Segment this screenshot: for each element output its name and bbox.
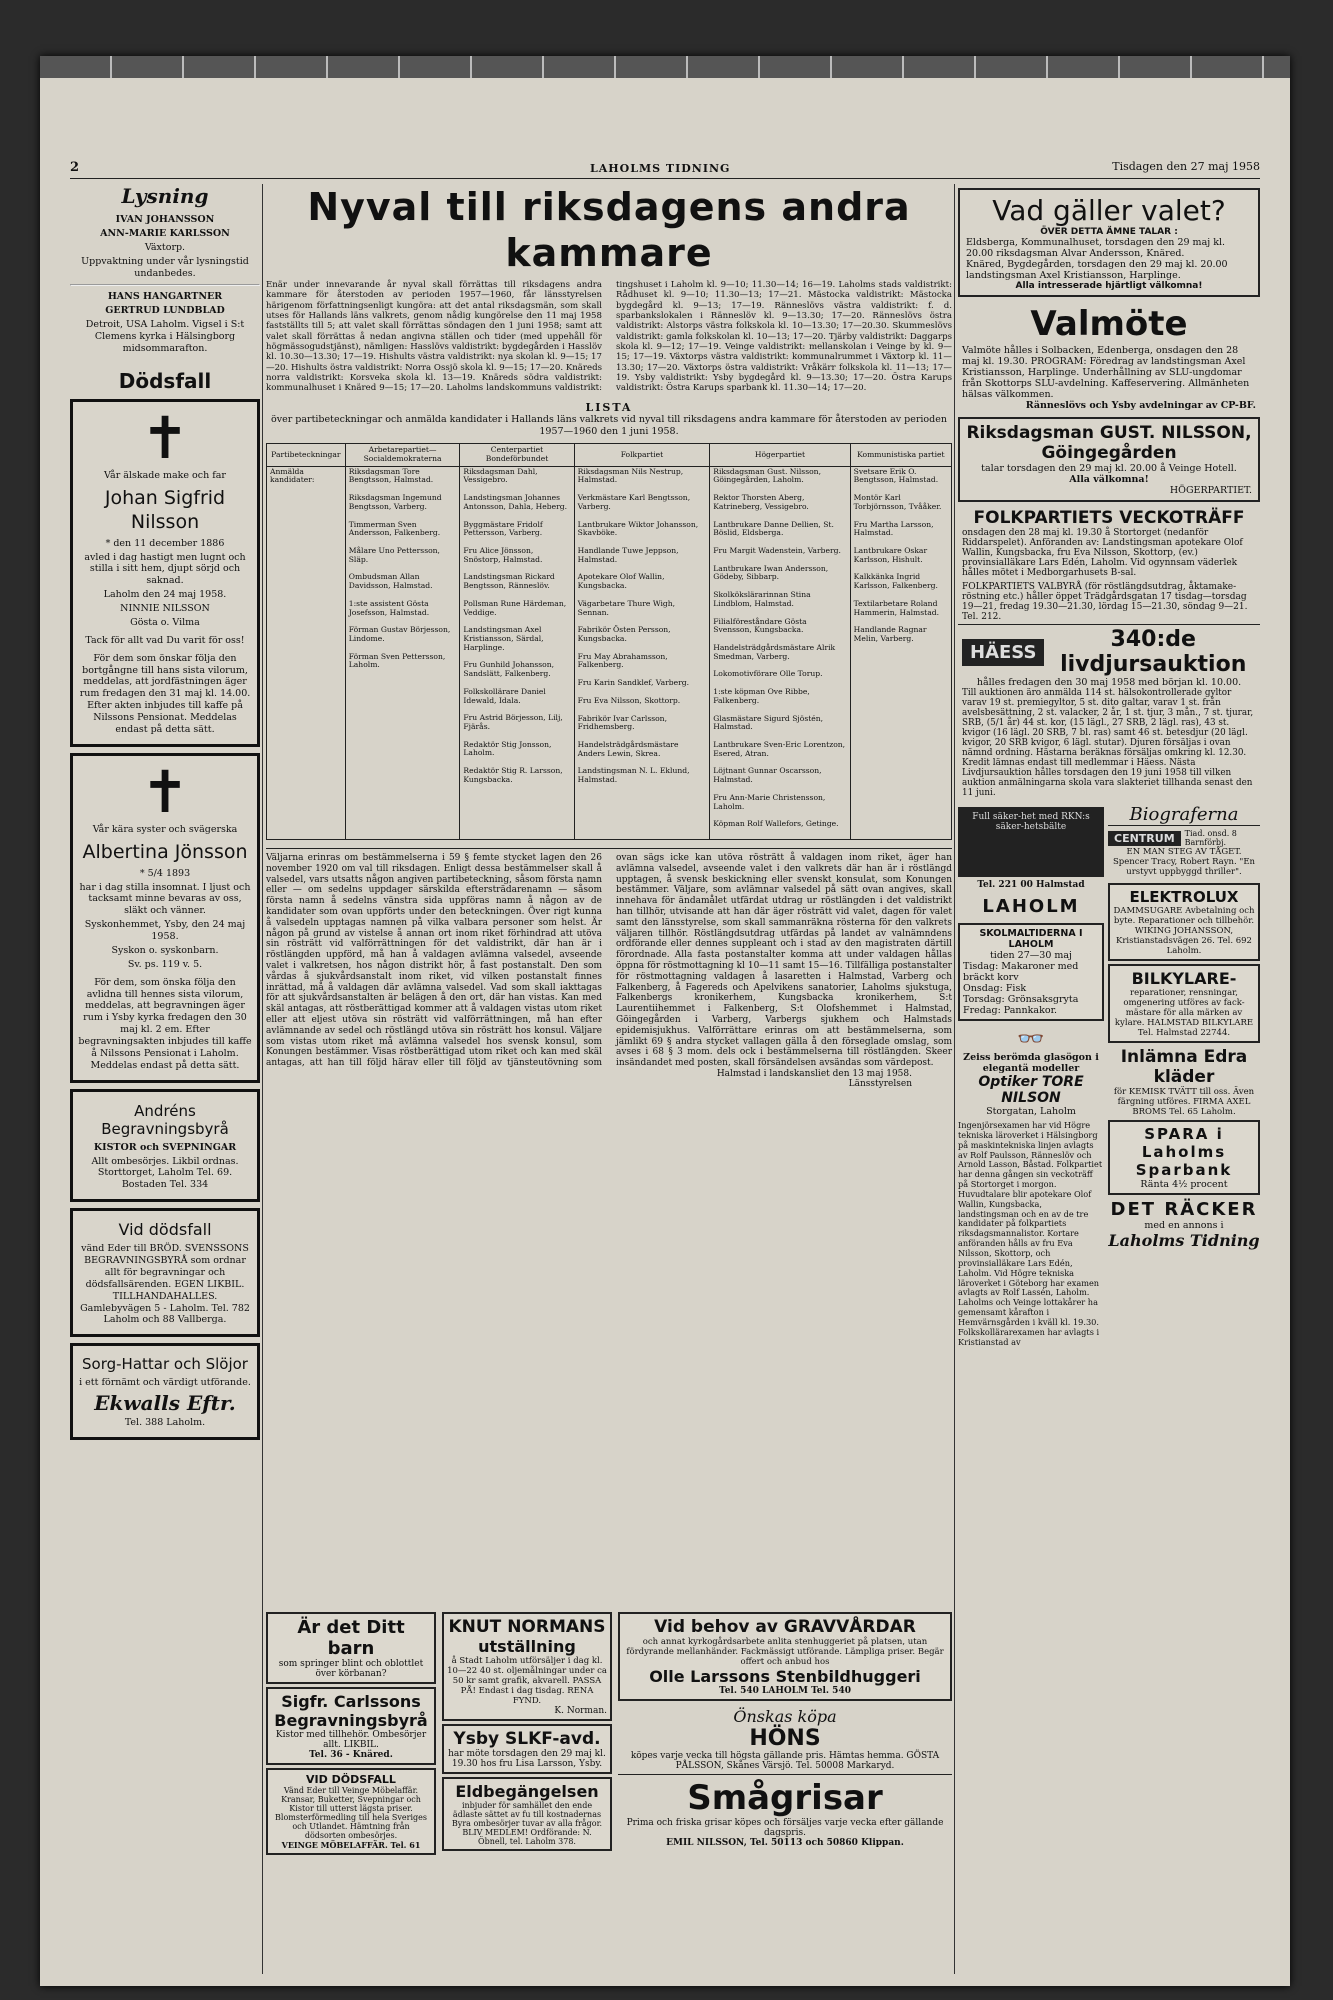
couple-name: HANS HANGARTNER bbox=[107, 291, 223, 303]
ad-zeiss bbox=[958, 1027, 1104, 1117]
cinema-logo: CENTRUM bbox=[1108, 831, 1181, 846]
ad-text: hålles fredagen den 30 maj 1958 med början kl. 10.00. bbox=[976, 677, 1242, 688]
candidate-entry: 1:ste köpman Ove Ribbe, Falkenberg. bbox=[713, 687, 810, 705]
ad-elektrolux bbox=[1108, 883, 1260, 961]
candidate-entry: Fru Karin Sandklef, Varberg. bbox=[577, 678, 689, 688]
ad-title: Vid behov av GRAVVÅRDAR bbox=[654, 1617, 916, 1637]
birth-date: * den 11 december 1886 bbox=[105, 537, 225, 549]
lysning-heading: Lysning bbox=[121, 184, 209, 208]
candidate-entry: Lantbrukare Sven-Eric Lorentzon, Esered, Atran. bbox=[713, 740, 846, 758]
ad-skolmaltider bbox=[958, 923, 1104, 1021]
ad-eldbegangelsen bbox=[442, 1777, 612, 1851]
candidate-entry: Handlande Ragnar Melin, Varberg. bbox=[853, 625, 927, 643]
cross-icon: ✝ bbox=[140, 403, 190, 472]
candidate-entry: Fru Eva Nilsson, Skottorp. bbox=[577, 695, 681, 705]
ad-barn bbox=[266, 1612, 436, 1684]
ad-phone: Tel. 36 - Knäred. bbox=[309, 1750, 393, 1760]
ad-title: Andréns Begravningsbyrå bbox=[101, 1101, 229, 1138]
ad-bilkylare bbox=[1108, 964, 1260, 1043]
obituary-intro: Vår älskade make och far bbox=[104, 469, 226, 481]
ad-sigfr bbox=[266, 1687, 436, 1765]
candidate-entry: Vägarbetare Thure Wigh, Sennan. bbox=[577, 598, 676, 617]
candidate-entry: Riksdagsman Ingemund Bengtsson, Varberg. bbox=[348, 493, 442, 511]
ad-title: Riksdagsman GUST. NILSSON, bbox=[966, 423, 1252, 443]
candidate-entry: Verkmästare Karl Bengtsson, Varberg. bbox=[577, 493, 691, 511]
candidate-entry: Riksdagsman Nils Nestrup, Halmstad. bbox=[577, 466, 684, 485]
candidate-entry: Landstingsman Johannes Antonsson, Dahla, Heberg. bbox=[463, 493, 568, 511]
ad-title: Inlämna Edra kläder bbox=[1120, 1047, 1248, 1087]
glasses-icon: 👓 bbox=[1017, 1027, 1045, 1052]
ad-title: Biograferna bbox=[1108, 804, 1260, 826]
party-column bbox=[460, 466, 574, 839]
candidate-entry: Lokomotivförare Olle Torup. bbox=[713, 669, 823, 679]
ad-text: FOLKPARTIETS VALBYRÅ (för röstlängdsutdrag, åktamake-röstning etc.) håller öppet Trädgårdsgatan 17 tisdag—torsdag 19—21, fredag 19.30—21.30, lördag 15—21.30, söndag 9—21. Tel. 212. bbox=[962, 582, 1248, 622]
ad-text: inbjuder för samhället den ende ädlaste sättet av fu till kostnadernas Byra ombesörjer tuvar av alla frågor. BLIV MEDLEM! Ordförande: N. Öbnell, tel. Laholm 378. bbox=[451, 1801, 603, 1846]
page-number: 2 bbox=[70, 160, 80, 175]
signoff: Halmstad i landskansliet den 13 maj 1958. bbox=[716, 1069, 912, 1079]
ad-gust-nilsson bbox=[958, 417, 1260, 502]
party-column bbox=[850, 466, 951, 839]
ad-title: Vad gäller valet? bbox=[992, 194, 1226, 227]
election-notice: Enär under innevarande år nyval skall förrättas till riksdagens andra kammare för återstoden av perioden 1957—1960, får länsstyrelsen härigenom författningsenligt kungöra: att det antal riksdagsmän, som skall utses för Hallands läns valkrets, genom nådig kungörelse den 11 maj 1958 fastställts till 5; att valet skall förrättas söndagen den 1 juni 1958; samt att valet skall förrättas å nedan angivna ställen och tider (med uppehåll för högmässogudstjänst), nämligen: Hasslövs valdistrikt: bygdegården i Hasslöv kl. 10.30—13.30; 17—19. Hishults västra valdistrikt: nya skolan kl. 9—15; 17—20. Hishults östra valdistrikt: Norra Ossjö skola kl. 9—15; 17—20. Knäreds norra valdistrikt: Korsveka skola kl. 13—19. Knäreds södra valdistrikt: kommunalhuset i Knäred 9—15; 17—20. Laholms landskommuns valdistrikt: tingshuset i Laholm kl. 9—10; 11.30—14; 16—19. Laholms stads valdistrikt: Rådhuset kl. 9—10; 11.30—13; 17—21. Mästocka valdistrikt: Mästocka bygdegård kl. 9—13; 17—19. Ränneslövs västra valdistrikt: f. d. sparbankslokalen i Ränneslöv kl. 9—13.30; 17—20. Ränneslövs östra valdistrikt: Alstorps västra folkskola kl. 10—13.30; 17—20.30. Skummeslövs valdistrikt: gamla folkskolan kl. 10—13; 17—20. Tjärby valdistrikt: Daggarps skola kl. 9—12; 17—19. Veinge valdistrikt: mellanskolan i Veinge by kl. 9—15; 17—19. Växtorps västra valdistrikt: kommunalrummet i Växtorp kl. 11—13.30; 17—20. Växtorps östra valdistrikt: Vråkärr folkskola kl. 11—13; 17—19. Ysby valdistrikt: Ysby bygdegård kl. 9—13.30; 17—20. Östra Karups valdistrikt: Östra Karups sparbank kl. 11.30—14; 17—20. bbox=[266, 280, 952, 394]
candidate-entry: Anmälda kandidater: bbox=[270, 466, 315, 485]
ad-text: Ränta 4½ procent bbox=[1140, 1179, 1228, 1190]
couple-name: ANN-MARIE KARLSSON bbox=[100, 227, 230, 239]
party-header: Kommunistiska partiet bbox=[850, 444, 951, 466]
ads-col-2 bbox=[442, 1609, 612, 1854]
ad-title: Eldbegängelsen bbox=[455, 1782, 599, 1801]
couple-place: Växtorp. bbox=[144, 241, 186, 253]
ad-text: för KEMISK TVÄTT till oss. Även färgning utföres. FIRMA AXEL BROMS Tel. 65 Laholm. bbox=[1113, 1087, 1255, 1117]
left-column bbox=[70, 184, 260, 1974]
issue-date: Tisdagen den 27 maj 1958 bbox=[1112, 160, 1260, 173]
newspaper-page bbox=[40, 56, 1290, 1986]
candidate-entry: Byggmästare Fridolf Pettersson, Varberg. bbox=[463, 519, 543, 538]
ad-phone: Tel. 221 00 Halmstad bbox=[977, 880, 1085, 890]
ad-title: KNUT NORMANS bbox=[448, 1617, 606, 1637]
candidate-entry: Handelsträdgårdsmästare Anders Lewin, Skrea. bbox=[577, 740, 679, 758]
ad-phone: Tel. 388 Laholm. bbox=[124, 1417, 206, 1429]
right-lower-a bbox=[958, 804, 1104, 1347]
ad-knut-norman bbox=[442, 1612, 612, 1721]
ad-text: Full säker-het med RKN:s säker-hetsbälte bbox=[972, 812, 1090, 832]
ad-text: och annat kyrkogårdsarbete anlita stenhuggeriet på platsen, utan fördyrande mellanhänder. Fackmässigt utförande. Lämpliga priser. Begär offert och anbud hos bbox=[626, 1637, 944, 1667]
birth-date: * 5/4 1893 bbox=[139, 867, 191, 879]
page-top-strip bbox=[40, 56, 1290, 78]
menu-row: Onsdag: Fisk bbox=[963, 983, 1027, 994]
lysning-text: Uppvaktning under vår lysningstid undanbedes. bbox=[81, 255, 249, 279]
center-ads bbox=[266, 1609, 952, 1969]
ad-signature: Ränneslövs och Ysby avdelningar av CP-BF. bbox=[1025, 400, 1256, 411]
candidate-entry: Handelsträdgårdsmästare Alrik Smedman, Varberg. bbox=[713, 643, 836, 661]
ad-haess bbox=[958, 624, 1260, 800]
candidate-entry: Köpman Rolf Wallefors, Getinge. bbox=[713, 819, 839, 829]
candidate-entry: Lantbrukare Oskar Karlsson, Hishult. bbox=[853, 545, 928, 564]
voting-rules-text: Väljarna erinras om bestämmelserna i 59 § femte stycket lagen den 26 november 1920 om val till riksdagen. Enligt dessa bestämmelser skall å valsedel, vars utsatts någon angiven partibeteckning, såsom första namn eller — om sedelns uppdager särskilda eftersträdarenamn — såsom första namn å sedelns vänstra sida uppföras namn å någon av de kandidater som ovan uppförts under den beteckningen. Över rigt kunna å valsedeln upptagas namnen på vilka valbara personer som helst. Är någon på grund av vistelse å annan ort inom riket förhindrad att utöva sin rösträtt vid valförrättningen för det valdistrikt, där han är i röstlängden uppförd, må han å valdagen avlämna valsedel, avseende valet i valkretsen, hos någon distrikt hör, å fast postanstalt. Den som vårdas å sjukvårdsanstalt inom riket, vid vilken postanstalt finnes inrättad, må å valdagen där avlämna valsedel. Vad som skall iakttagas för att sjukvårdsanstalten är belägen å den ort, där han vistas. Kan med skäl antagas, att röstberättigad kommer att å valdagen vistas utom riket eller att eljest utöva sin rösträtt vid valförrättningen, må han efter avlämnande av sedel och röstlängd utöva sin rösträtt hos konsul. Väljare som vistas utom riket må avlämna valsedel hos svensk konsul, som Konungen bestämmer. Visas röstberättigad utom riket och kan med skäl antagas, att han till följd härav eller till följd av tjänsteutövning som ovan sägs icke kan utöva rösträtt å valdagen inom riket, äger han avlämna valsedel, avseende valet i den valkrets där han är i röstlängd upptagen, å svensk beskickning eller svenskt konsulat, som Konungen bestämmer. Väljare, som avlämnar valsedel på sätt ovan angives, skall innehava för ändamålet utfärdat utdrag ur röstlängden i det valdistrikt han tillhör, utvisande att han där äger rösträtt vid valet, dagen för valet samt den länsstyrelse, som skall sammanräkna rösterna för den valkrets väljaren tillhör. Röstlängdsutdrag utfärdas på landet av valnämndens ordförande eller dennes suppleant och i stad av den magistraten därtill förordnade. Alla fasta postanstalter komma att under valdagen hållas öppna för röstmottagning kl 10—11 samt 15—16. Tillfälliga postanstalter för röstmottagning valdagen å lasaretten i Halmstad, Varberg och Falkenberg, å Fagereds och Apelvikens sanatorier, Laholms sjukstuga, Falkenbergs kronikerhem, Kungsbacka kronikerhem, S:t Laurentiihemmet i Falkenberg, S:t Olofshemmet i Halmstad, Göingegården i Varberg, Varbergs sjukhem och Halmstads epidemisjukhus. Valförrättare erinras om att bestämmelserna, som jämlikt 69 § andra stycket vallagen gälla å den förseglade omslag, som avses i 68 § 3 mom. dels ock i bestämmelserna till röstlängden. Skeer insändandet med posten, skall försändelsen avsändas som värdepost. bbox=[266, 848, 952, 1069]
ad-footer: Alla intresserade hjärtligt välkomna! bbox=[1015, 281, 1203, 291]
dodsfall-heading: Dödsfall bbox=[118, 368, 212, 393]
ad-title: SPARA i Laholms Sparbank bbox=[1135, 1125, 1233, 1179]
candidate-entry: Glasmästare Sigurd Sjöstén, Halmstad. bbox=[713, 713, 824, 732]
menu-row: Tisdag: Makaroner med bräckt korv bbox=[963, 961, 1079, 983]
candidate-entry: Lantbrukare Danne Dellien, St. Böslid, Eldsberga. bbox=[713, 519, 834, 538]
candidate-entry: Lantbrukare Wiktor Johansson, Skavböke. bbox=[577, 519, 699, 538]
ad-ysby bbox=[442, 1724, 612, 1774]
ad-text: DAMMSUGARE Avbetalning och byte. Reparationer och tillbehör. WIKING JOHANSSON, Kristianstadsvägen 26. Tel. 692 Laholm. bbox=[1113, 906, 1255, 956]
right-lower bbox=[958, 804, 1260, 1347]
candidate-entry: Lantbrukare Iwan Andersson, Gödeby, Sibbarp. bbox=[713, 563, 829, 582]
candidate-entry: Kalkkänka Ingrid Karlsson, Falkenberg. bbox=[853, 572, 938, 591]
ad-title: Göingegården bbox=[1041, 443, 1177, 463]
candidate-entry: Förman Sven Pettersson, Laholm. bbox=[348, 651, 446, 670]
ad-sorg bbox=[70, 1343, 260, 1440]
candidate-entry: Rektor Thorsten Aberg, Katrineberg, Vessigebro. bbox=[713, 493, 809, 511]
party-header: Centerpartiet Bondeförbundet bbox=[460, 444, 574, 466]
obituary-intro: Vår kära syster och svägerska bbox=[92, 823, 238, 835]
column-rule bbox=[954, 184, 955, 1974]
ad-subtitle: ÖVER DETTA ÄMNE TALAR : bbox=[1040, 227, 1178, 237]
ad-title: 340:de livdjursauktion bbox=[1060, 627, 1247, 677]
ad-company: Olle Larssons Stenbildhuggeri bbox=[649, 1667, 921, 1686]
ad-title: SKOLMALTIDERNA I LAHOLM bbox=[979, 928, 1083, 950]
ad-det-racker bbox=[1108, 1199, 1260, 1250]
ad-text: å Stadt Laholm utförsäljer i dag kl. 10—22 40 st. oljemålningar under ca 50 kr samt grafik, akvarell. PASSA PÅ! Endast i dag tisdag. RENA FYND. bbox=[447, 1656, 607, 1706]
candidate-entry: Fru May Abrahamsson, Falkenberg. bbox=[577, 651, 668, 670]
obituary-signed: Syskon o. syskonbarn. bbox=[111, 944, 219, 956]
ad-text: har möte torsdagen den 29 maj kl. 19.30 hos fru Lisa Larsson, Ysby. bbox=[448, 1749, 606, 1769]
ad-spara bbox=[1108, 1120, 1260, 1195]
obituary-place: Syskonhemmet, Ysby, den 24 maj 1958. bbox=[84, 919, 246, 942]
page-header bbox=[70, 158, 1260, 179]
candidate-entry: Pollsman Rune Härdeman, Veddige. bbox=[463, 598, 567, 617]
candidate-entry: Fru Ann-Marie Christensson, Laholm. bbox=[713, 792, 826, 811]
ad-title: Optiker TORE NILSON bbox=[978, 1074, 1084, 1106]
haess-logo: HÄESS bbox=[962, 639, 1044, 666]
ad-text: Knäred, Bygdegården, torsdagen den 29 maj kl. 20.00 landstingsman Axel Kristiansson, Harplinge. bbox=[966, 259, 1228, 281]
ad-dynor bbox=[958, 807, 1104, 877]
obituary-text: avled i dag hastigt men lugnt och stilla i sitt hem, djupt sörjd och saknad. bbox=[84, 551, 246, 587]
candidate-entry: Landstingsman Rickard Bengtsson, Ränneslöv. bbox=[463, 572, 555, 591]
ad-text: onsdagen den 28 maj kl. 19.30 å Stortorget (nedanför Riddarspelet). Anföranden av: Landstingsman apotekare Olof Wallin, Kungsbacka, fru Eva Nilsson, Skottorp, (ev.) provinsialläkare Lars Edén, Laholm. Vid ogynnsam väderlek hålles mötet i Medborgarhusets B-sal. bbox=[962, 528, 1243, 578]
candidate-table bbox=[266, 443, 952, 840]
candidate-entry: Fru Martha Larsson, Halmstad. bbox=[853, 519, 934, 538]
ad-title: Sorg-Hattar och Slöjor bbox=[82, 1355, 248, 1374]
lista-heading: LISTA bbox=[585, 401, 633, 415]
ad-dodsfall-veinge bbox=[266, 1768, 436, 1855]
headline: Nyval till riksdagens andra kammare bbox=[307, 185, 911, 275]
candidate-entry: Riksdagsman Tore Bengtsson, Halmstad. bbox=[348, 466, 434, 485]
ad-text: i ett förnämt och värdigt utförande. bbox=[79, 1377, 251, 1389]
column-rule bbox=[262, 184, 263, 1974]
ad-vad-galler-valet bbox=[958, 188, 1260, 297]
ad-text: med en annons i bbox=[1144, 1220, 1224, 1231]
right-lower-b bbox=[1108, 804, 1260, 1341]
obituary-signed: Gösta o. Vilma bbox=[130, 616, 200, 628]
candidate-entry: Fru Gunhild Johansson, Sandslätt, Falkenberg. bbox=[463, 660, 555, 679]
menu-row: Torsdag: Grönsaksgryta bbox=[963, 994, 1079, 1005]
ad-title: VID DÖDSFALL bbox=[306, 1773, 396, 1786]
party-column bbox=[345, 466, 460, 839]
ad-title: Smågrisar bbox=[687, 1778, 883, 1818]
ad-logo: Ekwalls Eftr. bbox=[94, 1391, 236, 1416]
obituary-place: Laholm den 24 maj 1958. bbox=[103, 589, 227, 601]
couple-name: IVAN JOHANSSON bbox=[115, 214, 215, 225]
ad-title: Vid dödsfall bbox=[118, 1220, 212, 1240]
obituary bbox=[70, 753, 260, 1083]
couple-name: GERTRUD LUNDBLAD bbox=[105, 305, 225, 317]
ad-text: köpes varje vecka till högsta gällande pris. Hämtas hemma. GÖSTA PÅLSSON, Skånes Värsjö. Tel. 50008 Markaryd. bbox=[630, 1751, 940, 1771]
ad-andrens bbox=[70, 1089, 260, 1203]
obituary-notice: För dem, som önska följa den avlidna till hennes sista vilorum, meddelas, att begravningen äger rum i Ysby kyrka fredagen den 30 maj kl. 2 em. Efter begravningsakten inbjudes till kaffe å Nilssons Pensionat i Laholm. Meddelas endast på detta sätt. bbox=[78, 976, 252, 1071]
ad-phone: Tel. 540 LAHOLM Tel. 540 bbox=[719, 1686, 851, 1696]
ad-title: BILKYLARE- bbox=[1131, 969, 1237, 988]
ad-title: Sigfr. Carlssons Begravningsbyrå bbox=[274, 1692, 428, 1730]
ad-text: vänd Eder till BRÖD. SVENSSONS BEGRAVNINGSBYRÅ som ordnar allt för begravningar och dödsfallsärenden. EGEN LIKBIL. TILLHANDAHALLES. Gamlebyvägen 5 - Laholm. Tel. 782 Laholm och 88 Vallberga. bbox=[80, 1243, 250, 1326]
obituary-verse: Sv. ps. 119 v. 5. bbox=[127, 958, 203, 970]
candidate-entry: Ombudsman Allan Davidsson, Halmstad. bbox=[348, 572, 433, 591]
candidate-entry: Riksdagsman Gust. Nilsson, Göingegården, Laholm. bbox=[713, 466, 821, 485]
ad-gravvardar bbox=[618, 1612, 952, 1701]
ad-smagrisar bbox=[618, 1774, 952, 1851]
ad-title: HÖNS bbox=[749, 1726, 821, 1751]
ad-title: Ysby SLKF-avd. bbox=[453, 1729, 601, 1749]
ad-text: Storgatan, Laholm bbox=[986, 1106, 1076, 1117]
obituary-signed: NINNIE NILSSON bbox=[120, 603, 210, 614]
lista-subtitle: över partibeteckningar och anmälda kandidater i Hallands läns valkrets vid nyval till riksdagens andra kammare för återstoden av perioden 1957—1960 den 1 juni 1958. bbox=[271, 414, 947, 437]
candidate-entry: Riksdagsman Dahl, Vessigebro. bbox=[463, 466, 538, 485]
candidate-entry: Fabrikör Östen Persson, Kungsbacka. bbox=[577, 625, 671, 643]
ads-col-1 bbox=[266, 1609, 436, 1858]
menu-row: Fredag: Pannkakor. bbox=[963, 1005, 1058, 1016]
ads-col-3 bbox=[618, 1609, 952, 1851]
deceased-name: Johan Sigfrid Nilsson bbox=[104, 486, 226, 533]
candidate-entry: Fru Alice Jönsson, Snöstorp, Halmstad. bbox=[463, 545, 543, 564]
ad-subtitle: KISTOR och SVEPNINGAR bbox=[93, 1141, 237, 1153]
ad-text: reparationer, rensningar, omgenering utföres av fack-mästare för alla märken av kylare. HALMSTAD BILKYLARE Tel. Halmstad 22744. bbox=[1114, 988, 1254, 1038]
ad-subtitle: tiden 27—30 maj bbox=[989, 950, 1072, 961]
newspaper-name: LAHOLMS TIDNING bbox=[590, 162, 731, 175]
center-column bbox=[266, 184, 952, 1974]
candidate-entry: Landstingsman N. L. Eklund, Halmstad. bbox=[577, 766, 690, 785]
candidate-entry: Fru Margit Wadenstein, Varberg. bbox=[713, 545, 841, 555]
party-column bbox=[267, 466, 346, 839]
candidate-entry: Montör Karl Torbjörnsson, Tvååker. bbox=[853, 493, 942, 511]
ad-hons bbox=[618, 1704, 952, 1774]
candidate-entry: Redaktör Stig R. Larsson, Kungsbacka. bbox=[463, 766, 563, 784]
candidate-entry: Folkskollärare Daniel Idewald, Idala. bbox=[463, 686, 546, 705]
candidate-entry: Fru Astrid Börjesson, Lilj, Fjärås. bbox=[463, 713, 563, 732]
ad-signature: EMIL NILSSON, Tel. 50113 och 50860 Klippan. bbox=[666, 1838, 904, 1848]
ad-text: Eldsberga, Kommunalhuset, torsdagen den 29 maj kl. 20.00 riksdagsman Alvar Andersson, Knäred. bbox=[966, 237, 1226, 259]
ad-title: DET RÄCKER bbox=[1110, 1199, 1258, 1220]
ad-text: Kistor med tillhehör. Ombesörjer allt. LIKBIL. bbox=[275, 1730, 427, 1750]
ad-signature: K. Norman. bbox=[554, 1706, 607, 1716]
ad-text: Allt ombesörjes. Likbil ordnas. Storttorget, Laholm Tel. 69. Bostaden Tel. 334 bbox=[91, 1155, 239, 1191]
candidate-entry: Skolkökslärarinnan Stina Lindblom, Halmstad. bbox=[713, 590, 811, 608]
ad-vid-dodsfall bbox=[70, 1208, 260, 1337]
candidate-entry: Förman Gustav Börjesson, Lindome. bbox=[348, 625, 451, 643]
ad-title: Valmöte bbox=[1030, 304, 1188, 344]
candidate-entry: Redaktör Stig Jonsson, Laholm. bbox=[463, 739, 552, 758]
candidate-entry: 1:ste assistent Gösta Josefsson, Halmstad. bbox=[348, 598, 430, 617]
ad-text: Valmöte hålles i Solbacken, Edenberga, onsdagen den 28 maj kl. 19.30. PROGRAM: Föredrag av landstingsman Axel Kristiansson, Harplinge. Underhållning av SLU-ungdomar från Skottorps SLU-avdelning. Kaffeservering. Allmänheten hälsas välkommen. bbox=[962, 345, 1250, 400]
candidate-entry: Målare Uno Pettersson, Släp. bbox=[348, 545, 440, 564]
candidate-entry: Apotekare Olof Wallin, Kungsbacka. bbox=[577, 572, 665, 591]
ad-valmote bbox=[958, 301, 1260, 413]
candidate-entry: Svetsare Erik O. Bengtsson, Halmstad. bbox=[853, 466, 939, 485]
deceased-name: Albertina Jönsson bbox=[82, 840, 248, 863]
ad-title: FOLKPARTIETS VECKOTRÄFF bbox=[973, 508, 1245, 528]
obituary-text: har i dag stilla insomnat. I ljust och tacksamt minne bevaras av oss, släkt och vänner. bbox=[79, 881, 251, 917]
candidate-entry: Landstingsman Axel Kristiansson, Särdal, Harplinge. bbox=[463, 625, 544, 652]
candidate-entry: Fabrikör Ivar Carlsson, Fridhemsberg. bbox=[577, 713, 667, 732]
local-notices: Ingenjörsexamen har vid Högre tekniska läroverket i Hälsingborg på maskintekniska linjen avlagts av Rolf Paulsson, Ränneslöv och Arnold Lasson, Båstad. Folkpartiet har denna gången sin veckoträff på Stortorget i morgon. Huvudtalare blir apotekare Olof Wallin, Kungsbacka, landstingsman och en av de tre kandidater på folkpartiets riksdagsmannalistor. Kortare anföranden hålls av fru Eva Nilsson, Skottorp, och provinsialläkare Lars Edén, Laholm. Vid Högre tekniska läroverket i Göteborg har examen avlagts av Rolf Lassén, Laholm. Laholms och Veinge lottakårer ha gemensamt kårafton i Hemvärnsgården i kväll kl. 19.30. Folkskollärarexamen har avlagts i Kristianstad av bbox=[958, 1120, 1103, 1347]
ad-text: Vänd Eder till Veinge Möbelaffär. Kransar, Buketter, Svepningar och Kistor till utterst lägsta priser. Blomsterförmedling till hela Sveriges och Utlandet. Hämtning från dödsorten ombesörjes. bbox=[275, 1786, 427, 1840]
laholm-logo: LAHOLM bbox=[982, 896, 1080, 917]
ad-text: Till auktionen äro anmälda 114 st. hälsokontrollerade gyltor varav 19 st. premiegyltor, 5 st. dito galtar, varav 1 st. från avelsbesättning, 2 st. valacker, 2 år, 1 st. tjur, 3 mån., 7 st. tjurar, SRB, (5/1 år) 44 st. kor, (15 lägl., 27 SRB, 2 lägl. ras), 43 st. kvigor (16 lägl. 20 SRB, 7 bl. ras) samt 46 st. betesdjur (20 lägl. kvigor, 20 SRB kvigor, 6 lägl. stutar). Djuren försäljas i ovan nämnd ordning. Hästarna beräknas försäljas omkring kl. 12.30. Kredit lämnas endast till medlemmar i Häess. Nästa Livdjursauktion hålles torsdagen den 19 juni 1958 till vilken auktion anmälningarna skola vara slakteriet tillhanda senast den 11 juni. bbox=[962, 688, 1254, 798]
ad-text: Alla välkomna! bbox=[1069, 474, 1149, 485]
candidate-entry: Textilarbetare Roland Hammerin, Halmstad. bbox=[853, 598, 939, 617]
cross-icon: ✝ bbox=[140, 757, 190, 826]
ad-text: talar torsdagen den 29 maj kl. 20.00 å Veinge Hotell. bbox=[981, 463, 1237, 474]
candidate-entry: Löjtnant Gunnar Oscarsson, Halmstad. bbox=[713, 766, 822, 785]
candidate-entry: Handlande Tuwe Jeppson, Halmstad. bbox=[577, 545, 679, 564]
party-header: Folkpartiet bbox=[574, 444, 710, 466]
cinema-times: Tiad. onsd. 8 Barnförbj. bbox=[1184, 829, 1237, 847]
right-column bbox=[958, 184, 1260, 1974]
party-header: Arbetarepartiet—Socialdemokraterna bbox=[345, 444, 460, 466]
ad-title: Är det Ditt barn bbox=[297, 1617, 405, 1659]
candidate-entry: Filialföreståndare Gösta Svensson, Kungsbacka. bbox=[713, 616, 807, 635]
signer: Länsstyrelsen bbox=[848, 1079, 912, 1089]
ad-folkpartiet bbox=[958, 506, 1260, 624]
party-column bbox=[574, 466, 710, 839]
ad-heading: Önskas köpa bbox=[733, 1707, 837, 1726]
ad-text: som springer blint och oblottlet över körbanan? bbox=[278, 1659, 424, 1679]
ad-footer: Laholms Tidning bbox=[1108, 1231, 1260, 1250]
ad-title: utställning bbox=[478, 1637, 576, 1656]
obituary-notice: För dem som önskar följa den bortgångne till hans sista vilorum, meddelas, att jordfästningen äger rum fredagen den 31 maj kl. 14.00. Efter akten inbjudes till kaffe på Nilssons Pensionat. Meddelas endast på detta sätt. bbox=[79, 652, 251, 735]
film-info: EN MAN STEG AV TÅGET. Spencer Tracy, Robert Rayn. "En urstyvt uppbyggd thriller". bbox=[1112, 847, 1256, 877]
ad-edra-klader bbox=[1108, 1047, 1260, 1117]
ad-signature: HÖGERPARTIET. bbox=[1169, 485, 1252, 496]
obituary bbox=[70, 399, 260, 747]
ad-text: Prima och friska grisar köpes och försäljes varje vecka efter gällande dagspris. bbox=[626, 1818, 944, 1838]
party-header: Högerpartiet bbox=[710, 444, 850, 466]
party-header: Partibeteckningar bbox=[267, 444, 346, 466]
candidate-entry: Timmerman Sven Andersson, Falkenberg. bbox=[348, 519, 441, 538]
lysning-text: Detroit, USA Laholm. Vigsel i S:t Clemens kyrka i Hälsingborg midsommarafton. bbox=[85, 319, 245, 354]
ad-title: ELEKTROLUX bbox=[1129, 888, 1239, 906]
party-column bbox=[710, 466, 850, 839]
ad-footer: VEINGE MÖBELAFFÄR. Tel. 61 bbox=[281, 1840, 421, 1850]
obituary-verse: Tack för allt vad Du varit för oss! bbox=[85, 634, 245, 646]
ad-text: Zeiss berömda glasögon i elegantä modeller bbox=[963, 1052, 1099, 1074]
